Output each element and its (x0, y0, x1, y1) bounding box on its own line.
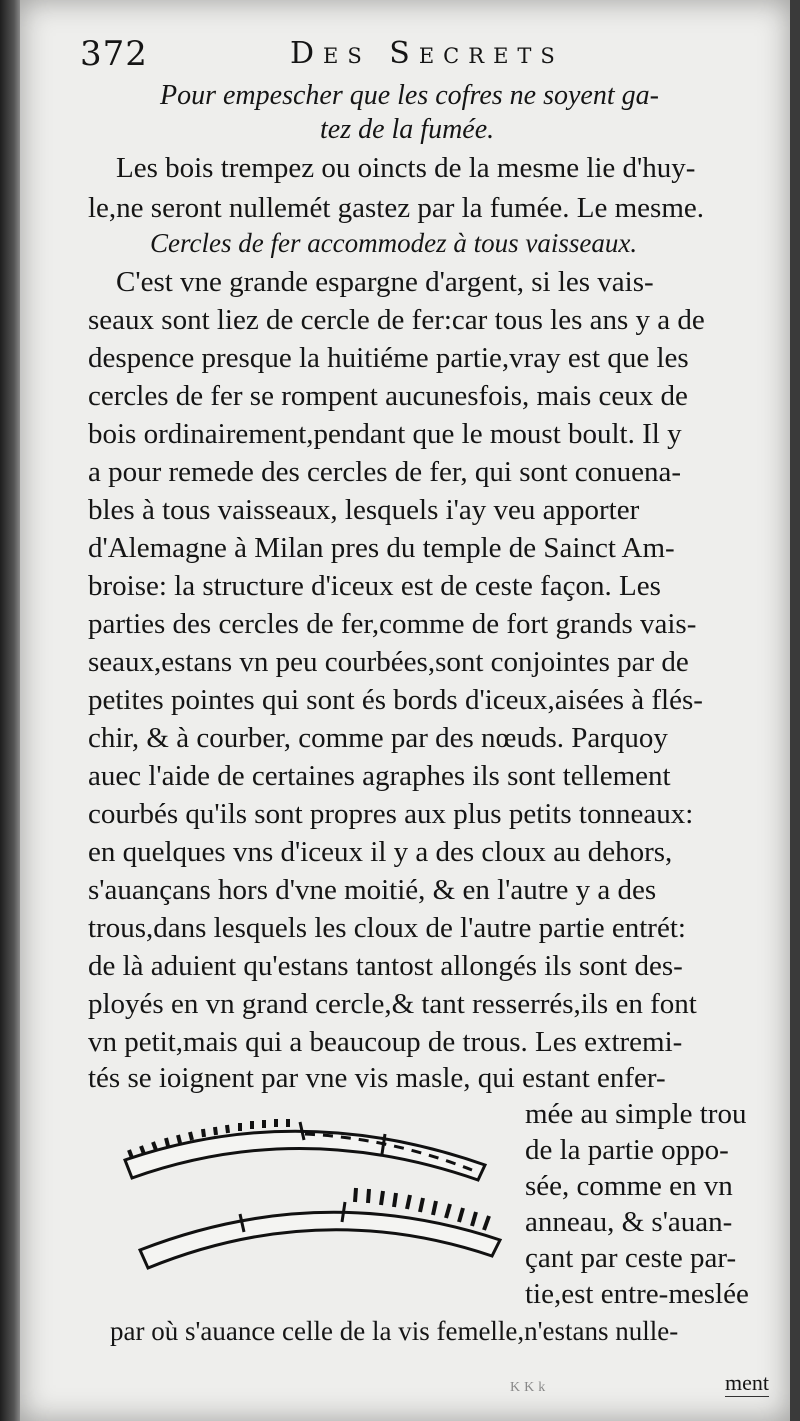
text-line: de là aduient qu'estans tantost allongés ils sont des- (88, 950, 683, 982)
text-line: sée, comme en vn (525, 1170, 733, 1202)
text-line: tés se ioignent par vne vis masle, qui estant enfer- (88, 1062, 666, 1094)
text-line: Les bois trempez ou oincts de la mesme lie d'huy- (116, 152, 696, 184)
section-heading: Pour empescher que les cofres ne soyent ga- (160, 80, 659, 111)
text-line: s'auançans hors d'vne moitié, & en l'autre y a des (88, 874, 657, 906)
text-line: vn petit,mais qui a beaucoup de trous. Les extremi- (88, 1026, 683, 1058)
text-line: en quelques vns d'iceux il y a des cloux au dehors, (88, 836, 673, 868)
text-line: trous,dans lesquels les cloux de l'autre partie entrét: (88, 912, 686, 944)
section-heading: Cercles de fer accommodez à tous vaisseaux. (150, 228, 638, 258)
upper-hoop-segment (125, 1119, 485, 1180)
iron-hoop-illustration (120, 1110, 530, 1300)
text-line: C'est vne grande espargne d'argent, si les vais- (116, 266, 654, 298)
text-line: auec l'aide de certaines agraphes ils sont tellement (88, 760, 671, 792)
section-heading: tez de la fumée. (320, 114, 495, 145)
text-line: bles à tous vaisseaux, lesquels i'ay veu apporter (88, 494, 640, 526)
text-line: par où s'auance celle de la vis femelle,n'estans nulle- (110, 1316, 679, 1346)
page-number: 372 (80, 34, 148, 74)
text-line: parties des cercles de fer,comme de fort grands vais- (88, 608, 697, 640)
text-line: de la partie oppo- (525, 1134, 729, 1166)
text-line: broise: la structure d'iceux est de ceste façon. Les (88, 570, 661, 602)
page-header (80, 28, 780, 76)
text-line: mée au simple trou (525, 1098, 747, 1130)
running-head: Des Secrets (290, 36, 564, 71)
text-line: d'Alemagne à Milan pres du temple de Sainct Am- (88, 532, 675, 564)
printer-signature: KKk (510, 1380, 550, 1395)
text-line: courbés qu'ils sont propres aux plus petits tonneaux: (88, 798, 694, 830)
text-line: chir, & à courber, comme par des nœuds. Parquoy (88, 722, 668, 754)
text-line: seaux,estans vn peu courbées,sont conjointes par de (88, 646, 689, 678)
text-line: petites pointes qui sont és bords d'iceux,aisées à flés- (88, 684, 703, 716)
text-line: cercles de fer se rompent aucunesfois, mais ceux de (88, 380, 688, 412)
text-line: despence presque la huitiéme partie,vray est que les (88, 342, 689, 374)
catchword: ment (725, 1370, 769, 1395)
text-line: anneau, & s'auan- (525, 1206, 733, 1238)
text-line: seaux sont liez de cercle de fer:car tous les ans y a de (88, 304, 705, 336)
book-page (20, 0, 790, 1421)
text-line: ployés en vn grand cercle,& tant resserrés,ils en font (88, 988, 697, 1020)
text-line: a pour remede des cercles de fer, qui sont conuena- (88, 456, 682, 488)
text-line: le,ne seront nullemét gastez par la fumée. Le mesme. (88, 192, 704, 224)
lower-hoop-segment (140, 1188, 500, 1268)
text-line: bois ordinairement,pendant que le moust boult. Il y (88, 418, 682, 450)
text-line: çant par ceste par- (525, 1242, 737, 1274)
book-gutter (0, 0, 20, 1421)
text-line: tie,est entre-meslée (525, 1278, 749, 1310)
